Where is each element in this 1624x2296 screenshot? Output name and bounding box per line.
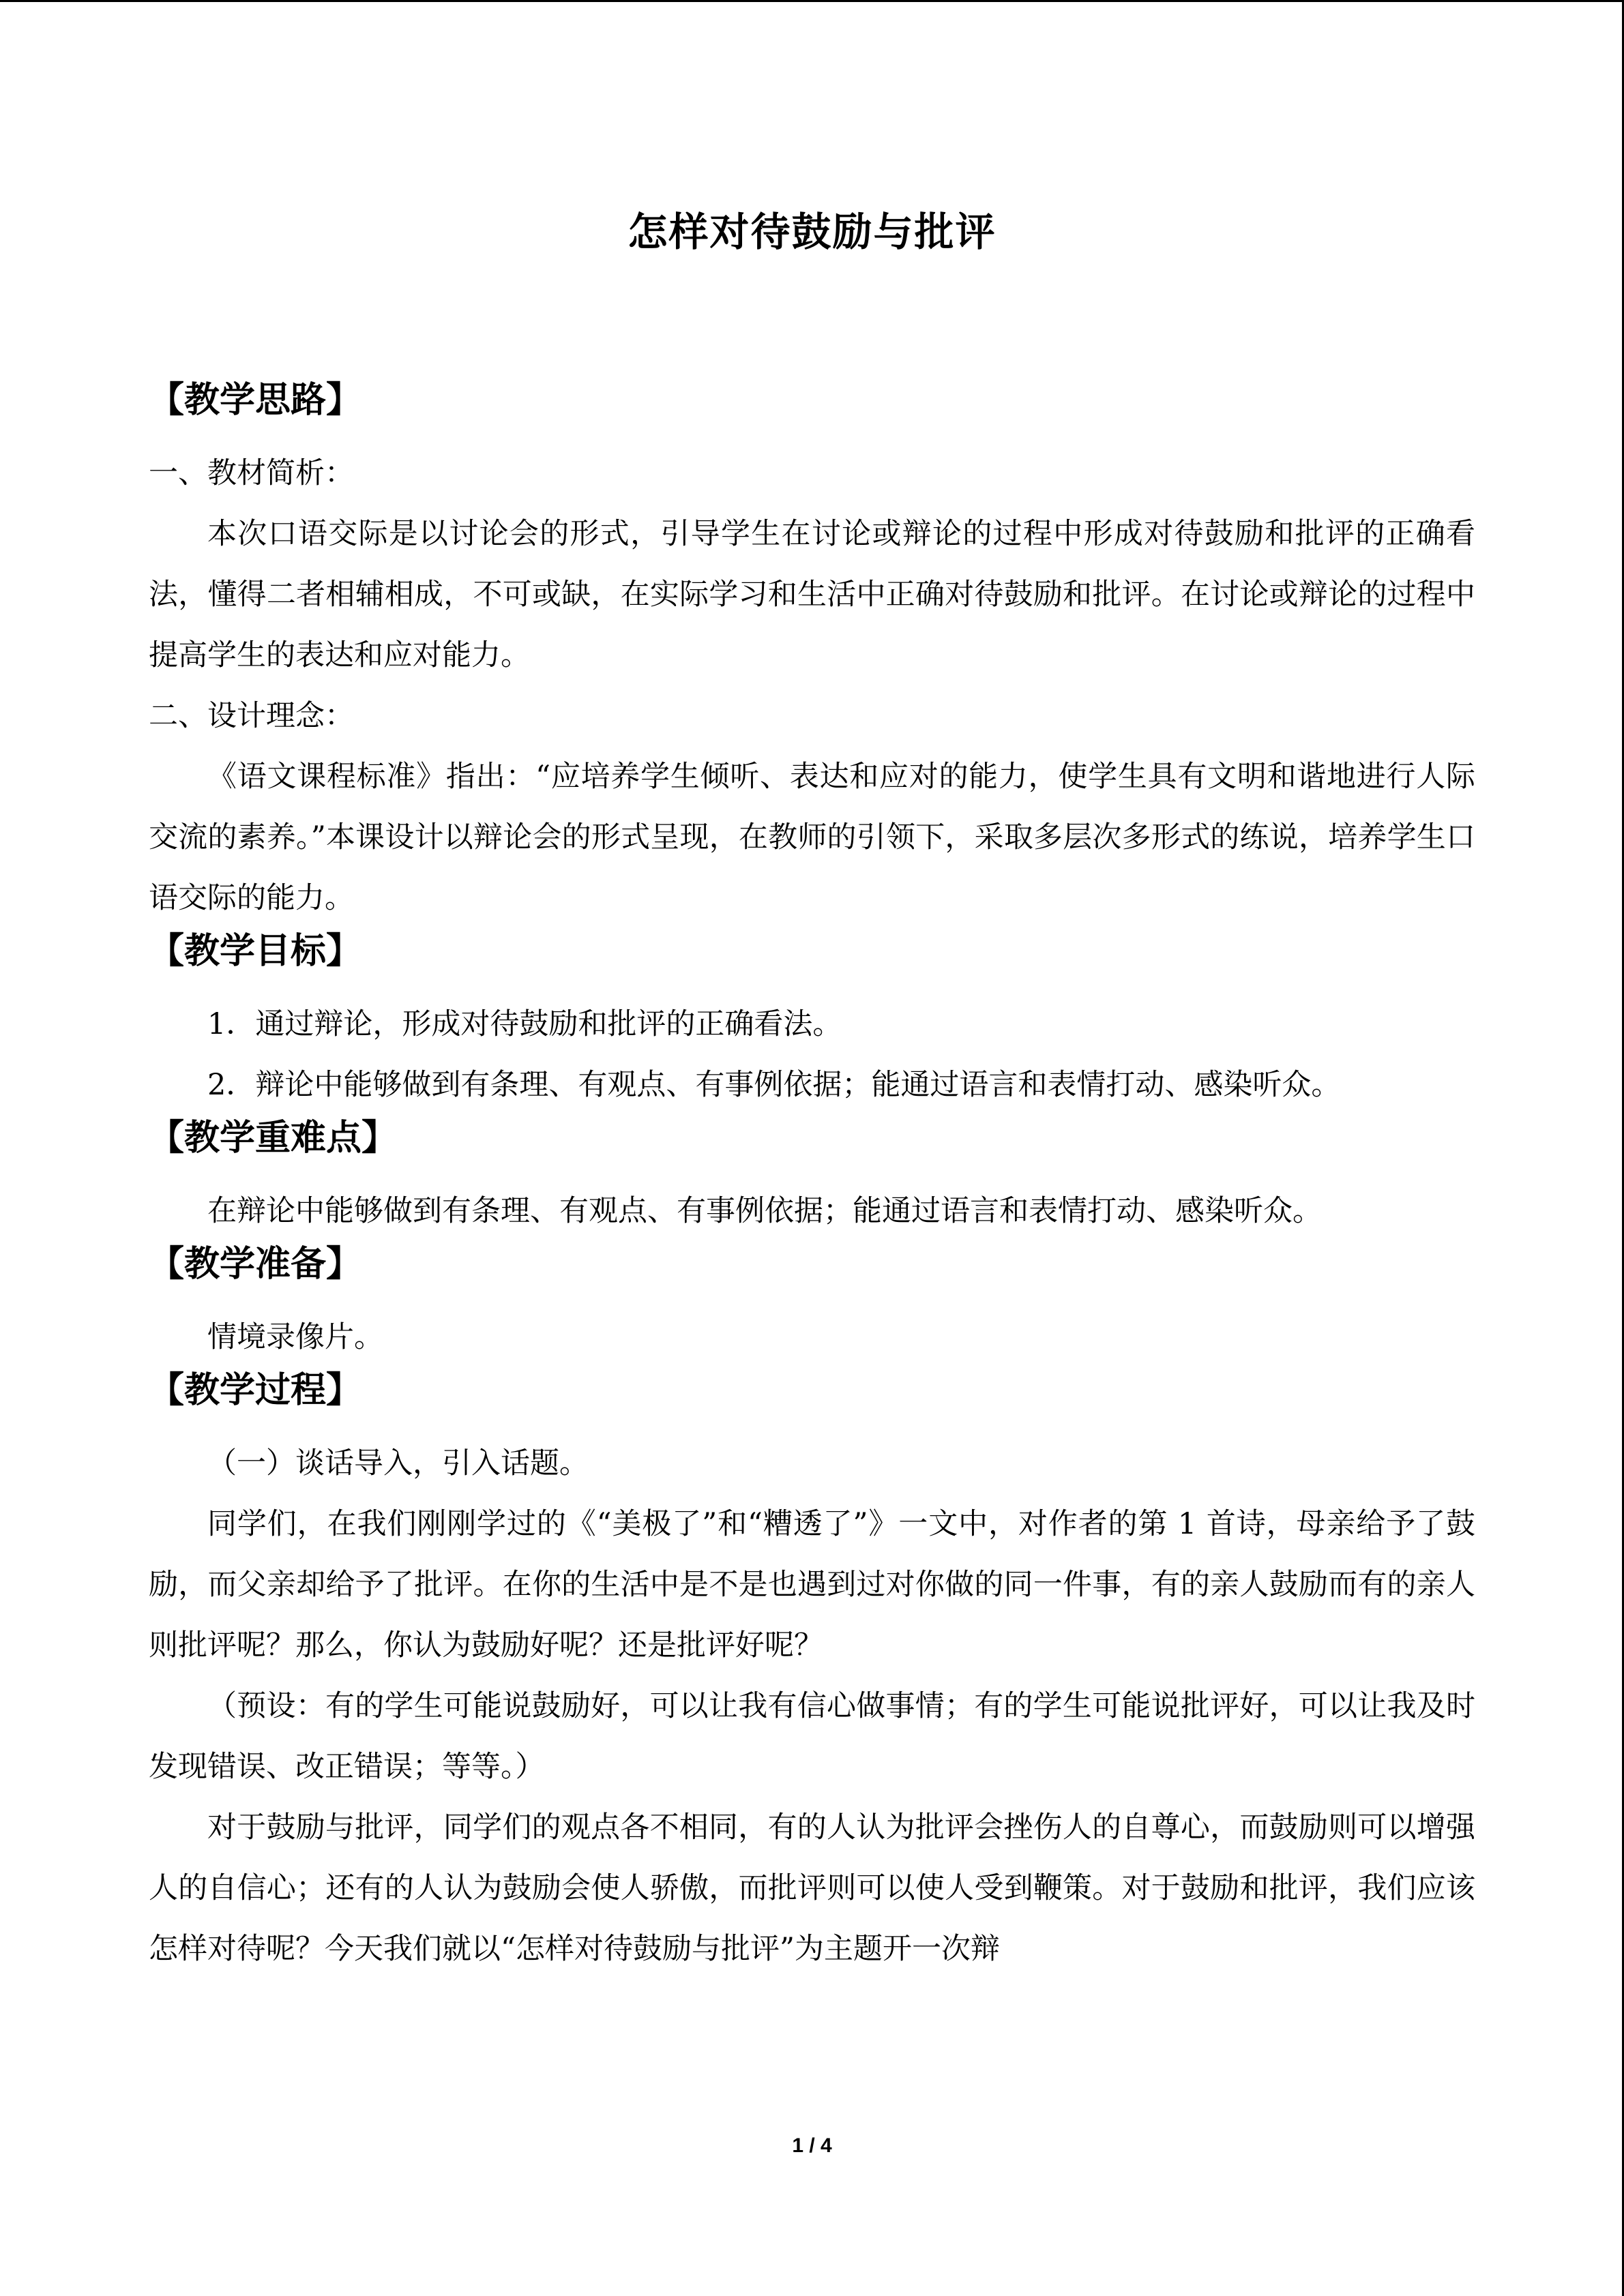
document-title: 怎样对待鼓励与批评: [628, 209, 996, 255]
section-key-points: [149, 1116, 1475, 1242]
paragraph-material-analysis: 本次口语交际是以讨论会的形式，引导学生在讨论或辩论的过程中形成对待鼓励和批评的正确看法，懂得二者相辅相成，不可或缺，在实际学习和生活中正确对待鼓励和批评。在讨论或辩论的过程中提高学生的表达和应对能力。: [149, 517, 1475, 672]
goal-item-2: 2．辩论中能够做到有条理、有观点、有事例依据；能通过语言和表情打动、感染听众。: [207, 1068, 1341, 1102]
section-process: [149, 1368, 1475, 1980]
process-paragraph-preset: （预设：有的学生可能说鼓励好，可以让我有信心做事情；有的学生可能说批评好，可以让我及时发现错误、改正错误；等等。）: [149, 1689, 1475, 1784]
process-paragraph-1: 同学们，在我们刚刚学过的《“美极了”和“糟透了”》一文中，对作者的第 1 首诗，母亲给予了鼓励，而父亲却给予了批评。在你的生活中是不是也遇到过对你做的同一件事，有的亲人鼓励而有的亲人则批评呢？那么，你认为鼓励好呢？还是批评好呢？: [149, 1507, 1475, 1663]
process-step-1: （一）谈话导入，引入话题。: [207, 1446, 589, 1480]
goal-item-1: 1．通过辩论，形成对待鼓励和批评的正确看法。: [207, 1007, 842, 1041]
section-heading-thinking: 【教学思路】: [149, 379, 362, 421]
paragraph-design-concept: 《语文课程标准》指出：“应培养学生倾听、表达和应对的能力，使学生具有文明和谐地进行人际交流的素养。”本课设计以辩论会的形式呈现，在教师的引领下，采取多层次多形式的练说，培养学生口语交际的能力。: [149, 760, 1475, 915]
section-heading-process: 【教学过程】: [149, 1369, 362, 1411]
section-preparation: [149, 1242, 1475, 1368]
section-heading-preparation: 【教学准备】: [149, 1243, 362, 1285]
section-heading-key-points: 【教学重难点】: [149, 1117, 398, 1159]
process-paragraph-3: 对于鼓励与批评，同学们的观点各不相同，有的人认为批评会挫伤人的自尊心，而鼓励则可以增强人的自信心；还有的人认为鼓励会使人骄傲，而批评则可以使人受到鞭策。对于鼓励和批评，我们应该怎样对待呢？今天我们就以“怎样对待鼓励与批评”为主题开一次辩: [149, 1810, 1475, 1966]
paragraph-preparation: 情境录像片。: [207, 1320, 383, 1354]
page-top-border: [0, 0, 1624, 2]
section-teaching-thinking: [149, 378, 1475, 929]
section-heading-goals: 【教学目标】: [149, 930, 362, 972]
subsection-label-material-analysis: 一、教材简析：: [149, 456, 354, 490]
section-teaching-goals: [149, 929, 1475, 1116]
page-number: 1 / 4: [792, 2134, 832, 2157]
subsection-label-design-concept: 二、设计理念：: [149, 699, 354, 733]
document-page: [149, 205, 1475, 1980]
paragraph-key-points: 在辩论中能够做到有条理、有观点、有事例依据；能通过语言和表情打动、感染听众。: [207, 1194, 1322, 1228]
